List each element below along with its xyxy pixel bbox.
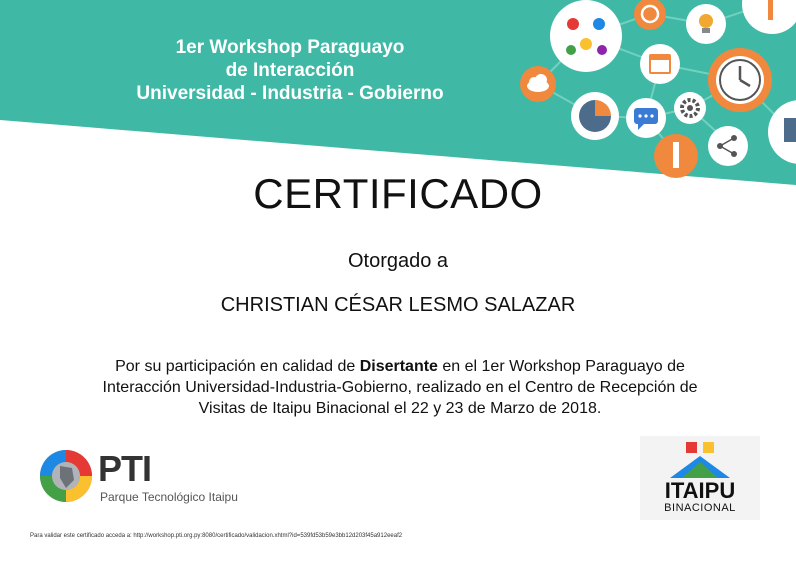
clock-icon [708,48,772,112]
body-details: en el 1er Workshop Paraguayo de Interacción Universidad-Industria-Gobierno, realizado en el Centro de Recepción de Visitas de Itaipu Binacional el 22 y 23 de Marzo de 2018. [102,358,698,417]
certificate-title: CERTIFICADO [253,170,543,217]
pti-subtitle: Parque Tecnológico Itaipu [100,490,238,504]
event-title-line1: 1er Workshop Paraguayo [175,37,405,58]
event-title-line3: Universidad - Industria - Gobierno [136,83,444,104]
calendar-icon [640,44,680,84]
awarded-to-label: Otorgado a [347,250,449,272]
pti-logo [36,444,251,509]
lightbulb-icon [686,4,726,44]
pti-wordmark: PTI [98,448,152,489]
body-intro: Por su participación en calidad de [115,358,360,375]
validation-link-text[interactable]: Para validar este certificado acceda a: http://workshop.pti.org.py:8080/certificado/validacion.xhtml?id=539fd53b59e3bb12d203f45a912eeaf2 [30,533,403,539]
event-title-line2: de Interacción [225,60,355,81]
gear-icon [674,92,706,124]
pti-globe-icon [36,446,96,506]
itaipu-wordmark: ITAIPU [664,478,736,503]
event-title [100,36,480,105]
itaipu-emblem-icon [670,442,730,482]
itaipu-subtitle: BINACIONAL [664,502,736,514]
share-icon [708,126,748,166]
people-network-icon [550,0,622,72]
recipient-name: CHRISTIAN CÉSAR LESMO SALAZAR [220,294,576,316]
participant-role: Disertante [359,358,438,375]
chat-icon [626,98,666,138]
certificate-body [80,356,720,419]
itaipu-logo [640,436,760,520]
chart-icon [571,92,619,140]
cloud-icon [520,66,556,102]
header-banner [0,0,796,185]
